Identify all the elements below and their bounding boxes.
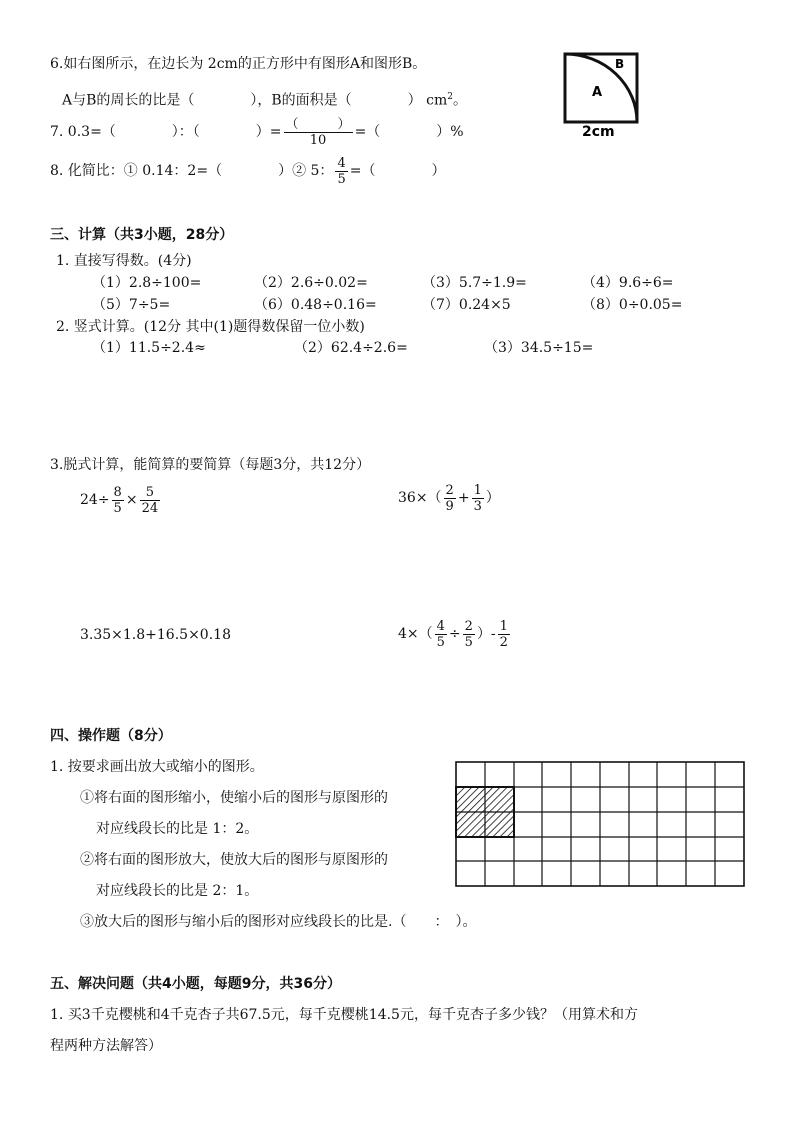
- e1-frac1-den: 5: [113, 500, 122, 516]
- sec5-q1-line1: 1. 买3千克樱桃和4千克杏子共67.5元，每千克樱桃14.5元，每千克杏子多少钱？（用算术和方: [50, 1007, 638, 1023]
- q8-lead: 8. 化简比：① 0.14：2=（ ）② 5：: [50, 163, 334, 179]
- sec4-b2: 对应线段长的比是 2：1。: [96, 883, 259, 899]
- calc-item: （4）9.6÷6=: [582, 275, 674, 291]
- section5-title: 五、解决问题（共4小题，每题9分，共36分）: [50, 976, 341, 992]
- q8-fraction: [335, 156, 347, 187]
- square-quarter-arc-figure: [562, 52, 642, 138]
- expression-3: 3.35×1.8+16.5×0.18: [80, 627, 231, 643]
- sec4-q1: 1. 按要求画出放大或缩小的图形。: [50, 759, 264, 775]
- q8-frac-den: 5: [337, 171, 346, 187]
- figure-label-a: A: [592, 85, 603, 100]
- grid-figure: [455, 761, 747, 889]
- q6-unit-sup: 2: [447, 92, 453, 102]
- sec3-part1-title: 1. 直接写得数。(4分): [56, 253, 192, 269]
- sec4-c1: ③放大后的图形与缩小后的图形对应线段长的比是.（ ： ）。: [80, 914, 477, 930]
- e1-frac2-num: 5: [140, 485, 161, 501]
- e2-frac2-num: 1: [473, 482, 482, 498]
- sec3-part2-title: 2. 竖式计算。(12分 其中(1)题得数保留一位小数): [56, 319, 365, 335]
- expression-2: [398, 478, 500, 518]
- q7-frac-num: （ ）: [285, 116, 351, 132]
- vertical-calc-item: （3）34.5÷15=: [484, 340, 594, 356]
- e2-tail: ）: [485, 490, 500, 506]
- e1-frac1: [112, 485, 124, 516]
- calc-item: （7）0.24×5: [422, 297, 511, 313]
- e4-frac2-num: 2: [464, 618, 473, 634]
- q7-lead: 7. 0.3=（ ）：（ ）=: [50, 124, 282, 140]
- calc-item: （6）0.48÷0.16=: [254, 297, 377, 313]
- section4-title: 四、操作题（8分）: [50, 728, 172, 744]
- e1-frac2-den: 24: [141, 500, 159, 516]
- q8-tail: =（ ）: [349, 163, 446, 179]
- e2-frac2: [472, 483, 484, 514]
- sec5-q1-line2: 程两种方法解答）: [50, 1038, 162, 1054]
- calc-item: （8）0÷0.05=: [582, 297, 683, 313]
- figure-label-b: B: [615, 57, 625, 71]
- q7-line: [50, 113, 464, 151]
- calc-item: （5）7÷5=: [92, 297, 171, 313]
- q8-frac-num: 4: [337, 155, 346, 171]
- vertical-calc-item: （2）62.4÷2.6=: [294, 340, 408, 356]
- q6-line2-end: 。: [453, 92, 467, 109]
- section3-title: 三、计算（共3小题，28分）: [50, 227, 234, 243]
- e1-frac1-num: 8: [113, 484, 122, 500]
- e1-lead: 24÷: [80, 492, 110, 508]
- figure-size-label: 2cm: [582, 124, 615, 138]
- e2-frac1: [444, 483, 456, 514]
- sec4-a2: 对应线段长的比是 1：2。: [96, 821, 259, 837]
- e2-frac1-num: 2: [445, 482, 454, 498]
- e4-frac1-den: 5: [436, 634, 445, 650]
- q8-line: [50, 152, 445, 190]
- q7-frac-den: 10: [309, 132, 327, 148]
- q7-fraction: [284, 117, 353, 148]
- calc-item: （2）2.6÷0.02=: [254, 275, 368, 291]
- expression-4: [398, 614, 512, 654]
- e1-frac2: [140, 485, 161, 516]
- calc-item: （3）5.7÷1.9=: [422, 275, 527, 291]
- e4-frac3: [498, 619, 510, 650]
- e4-frac1-num: 4: [436, 618, 445, 634]
- q6-line1: 6.如右图所示，在边长为 2cm的正方形中有图形A和图形B。: [50, 56, 427, 72]
- e4-frac2-den: 5: [464, 634, 473, 650]
- e4-op: ÷: [448, 626, 461, 642]
- q7-tail: =（ ）%: [354, 124, 464, 140]
- e2-frac1-den: 9: [445, 498, 454, 514]
- vertical-calc-item: （1）11.5÷2.4≈: [92, 340, 206, 356]
- e2-lead: 36×（: [398, 490, 442, 506]
- q6-line2: [62, 88, 467, 110]
- sec4-a1: ①将右面的图形缩小，使缩小后的图形与原图形的: [80, 790, 388, 806]
- sec4-b1: ②将右面的图形放大，使放大后的图形与原图形的: [80, 852, 388, 868]
- e2-op: +: [457, 490, 470, 506]
- q6-line2-text: A与B的周长的比是（ ），B的面积是（ ） cm: [62, 92, 448, 109]
- e4-frac3-num: 1: [499, 618, 508, 634]
- e4-frac3-den: 2: [499, 634, 508, 650]
- expression-1: [80, 480, 162, 520]
- e4-lead: 4×（: [398, 626, 433, 642]
- e4-mid: ）-: [476, 626, 496, 642]
- e4-frac2: [463, 619, 475, 650]
- sec3-part3-title: 3.脱式计算，能简算的要简算（每题3分，共12分）: [50, 457, 371, 473]
- e2-frac2-den: 3: [473, 498, 482, 514]
- e4-frac1: [435, 619, 447, 650]
- calc-item: （1）2.8÷100=: [92, 275, 202, 291]
- e1-op: ×: [125, 492, 138, 508]
